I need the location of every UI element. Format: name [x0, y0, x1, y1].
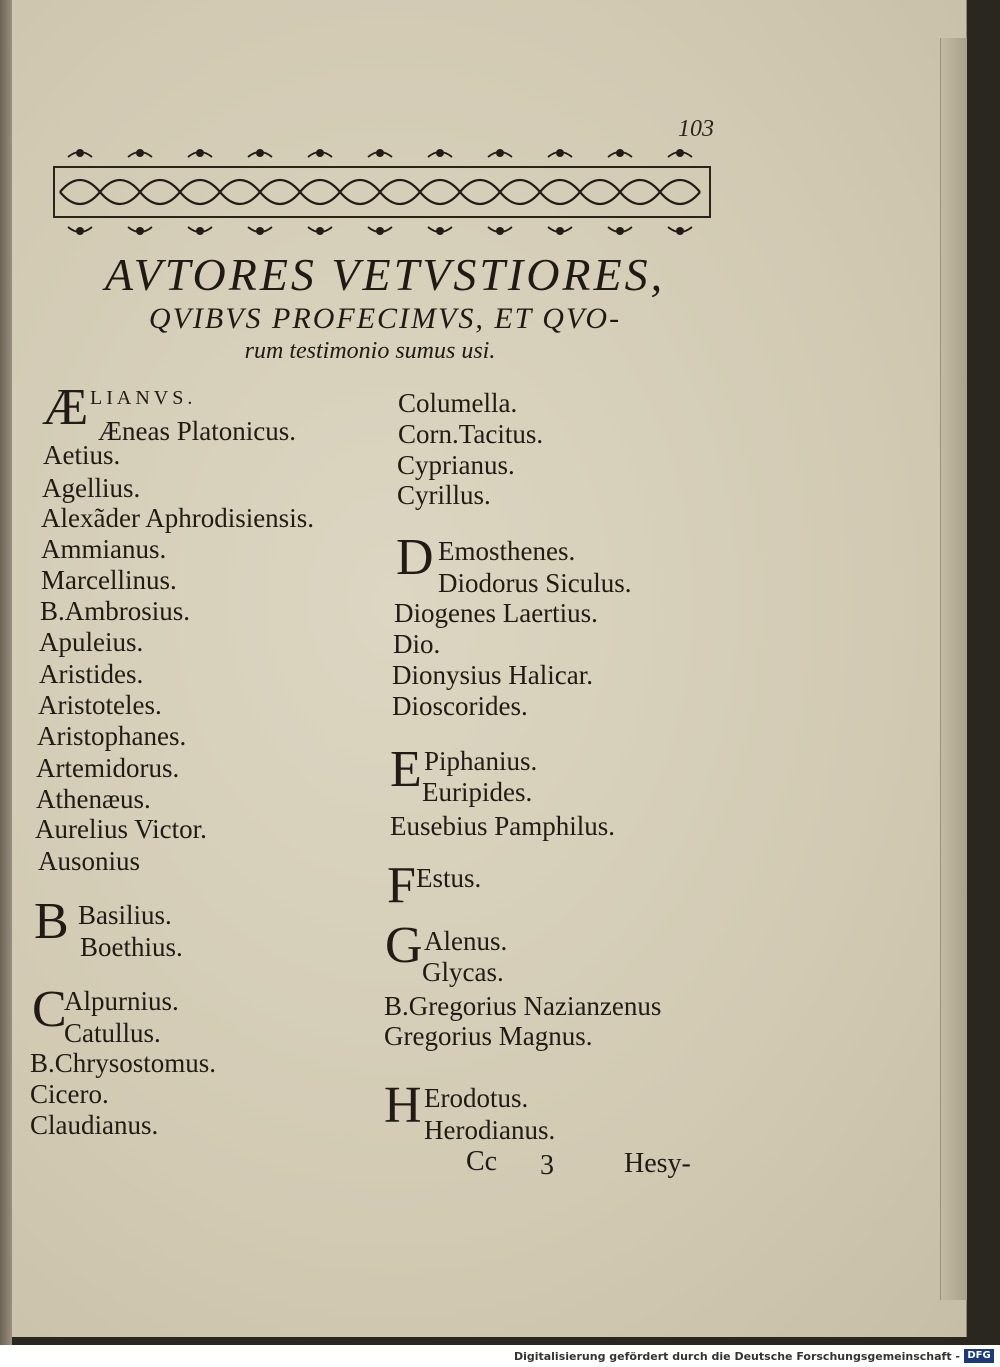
drop-initial-g: G: [385, 917, 423, 974]
dfg-logo: DFG: [964, 1349, 994, 1363]
drop-initial-e: E: [390, 741, 422, 798]
entry-item: Ammianus.: [41, 534, 167, 564]
entry-item: Erodotus.: [424, 1083, 529, 1113]
entry-item: Estus.: [416, 863, 482, 893]
entry-item: Dionysius Halicar.: [392, 660, 593, 690]
entry-item: Piphanius.: [424, 746, 538, 776]
entry-item: Cyrillus.: [397, 480, 491, 510]
entry-item: Aristoteles.: [38, 690, 162, 720]
signature-mark: Cc: [466, 1146, 498, 1177]
entry-item: B.Chrysostomus.: [30, 1048, 217, 1078]
subtitle-line-2: rum testimonio sumus usi.: [244, 338, 496, 364]
ornament-band: [50, 143, 714, 241]
entry-item: Catullus.: [64, 1018, 161, 1048]
entry-item: Cicero.: [30, 1079, 109, 1109]
entry-item: Aetius.: [43, 440, 121, 470]
entry-item: Glycas.: [422, 957, 504, 987]
entry-aelianus-tail: LIANVS.: [90, 387, 197, 409]
drop-initial-d: D: [396, 529, 434, 586]
page-edge: [940, 38, 967, 1300]
signature-number: 3: [540, 1150, 554, 1181]
entry-item: Apuleius.: [39, 627, 144, 657]
entry-item: B.Ambrosius.: [40, 596, 191, 626]
entry-item: Alpurnius.: [64, 986, 179, 1016]
entry-item: Columella.: [398, 388, 518, 418]
entry-item: B.Gregorius Nazianzenus: [384, 991, 662, 1021]
entry-item: Herodianus.: [424, 1115, 556, 1145]
drop-initial-f: F: [387, 857, 416, 914]
page-number: 103: [678, 116, 714, 142]
entry-item: Gregorius Magnus.: [384, 1021, 593, 1051]
entry-item: Aurelius Victor.: [35, 814, 207, 844]
entry-item: Alenus.: [424, 926, 508, 956]
entry-item: Eusebius Pamphilus.: [390, 811, 616, 841]
entry-item: Ausonius: [38, 846, 141, 876]
book-binding: [0, 0, 12, 1345]
entry-item: Cyprianus.: [397, 450, 515, 480]
entry-item: Diodorus Siculus.: [438, 568, 632, 598]
entry-item: Agellius.: [42, 473, 141, 503]
entry-item: Basilius.: [78, 900, 172, 930]
entry-item: Claudianus.: [30, 1110, 159, 1140]
entry-item: Athenæus.: [36, 784, 151, 814]
catchword: Hesy-: [624, 1148, 691, 1179]
entry-item: Emosthenes.: [438, 536, 576, 566]
subtitle-line-1: QVIBVS PROFECIMVS, ET QVO-: [148, 302, 622, 335]
entry-item: Æneas Platonicus.: [98, 416, 296, 446]
entry-item: Dioscorides.: [392, 691, 528, 721]
entry-item: Artemidorus.: [36, 753, 180, 783]
entry-item: Boethius.: [80, 932, 183, 962]
entry-item: Euripides.: [422, 777, 533, 807]
entry-item: Marcellinus.: [41, 565, 177, 595]
drop-initial-h: H: [384, 1077, 422, 1134]
footer-credit: Digitalisierung gefördert durch die Deutsche Forschungsgemeinschaft -: [513, 1350, 960, 1363]
drop-initial-c: C: [32, 981, 67, 1038]
entry-item: Diogenes Laertius.: [394, 598, 598, 628]
entry-item: Corn.Tacitus.: [398, 419, 544, 449]
entry-item: Alexãder Aphrodisiensis.: [41, 503, 314, 533]
entry-item: Aristophanes.: [37, 721, 187, 751]
drop-initial-a: Æ: [42, 379, 89, 436]
entry-item: Dio.: [393, 629, 441, 659]
drop-initial-b: B: [34, 893, 69, 950]
page-title: AVTORES VETVSTIORES,: [104, 249, 666, 300]
entry-item: Aristides.: [39, 659, 144, 689]
